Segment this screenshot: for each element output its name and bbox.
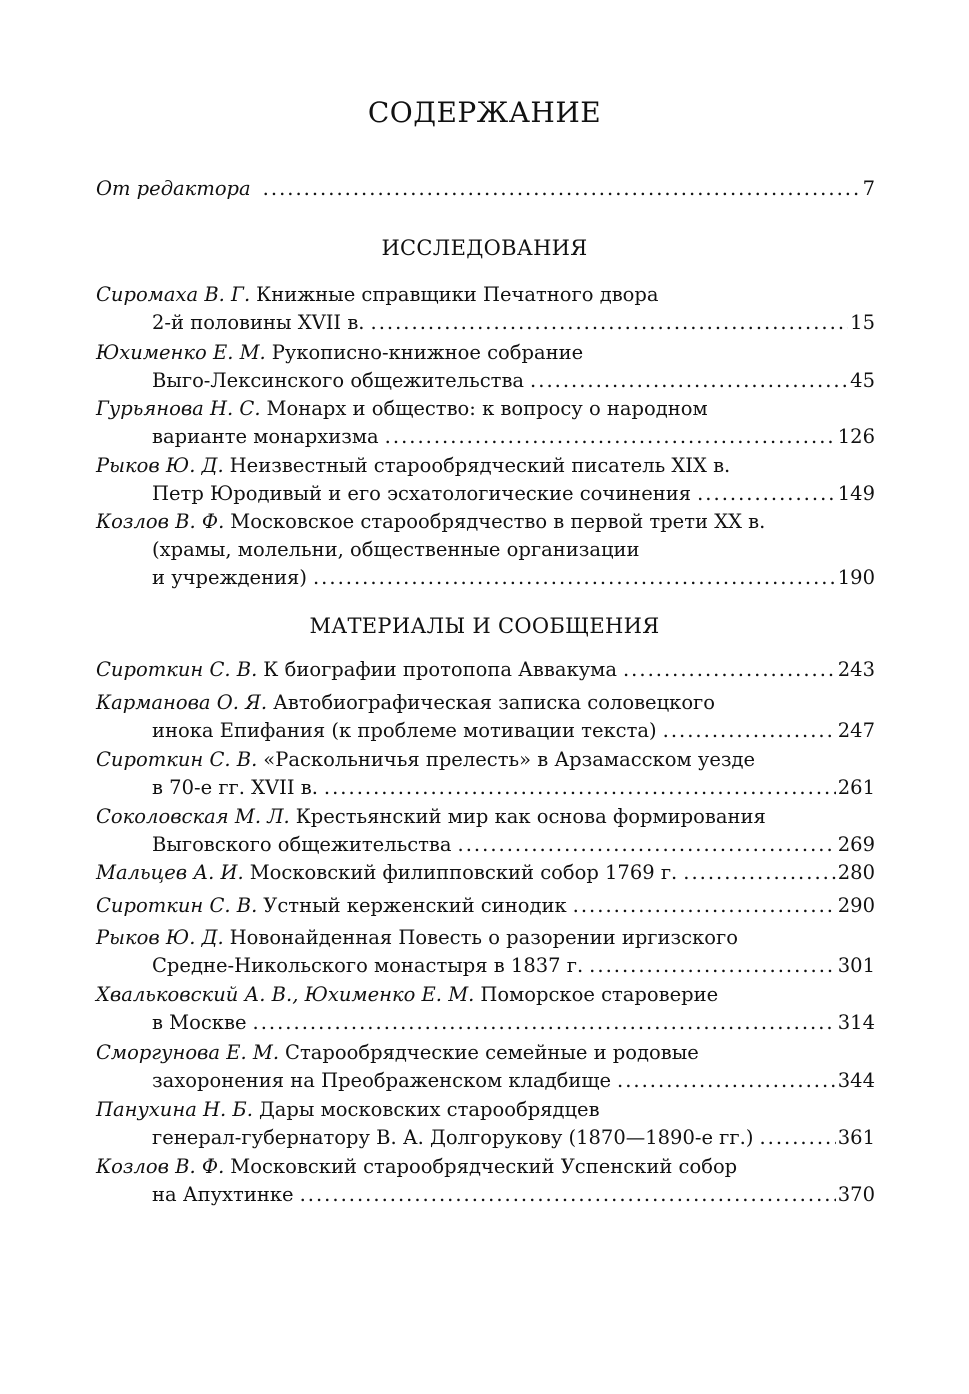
entry-author: Мальцев А. И. (96, 861, 244, 884)
entry-title: К биографии протопопа Аввакума (263, 658, 617, 681)
entry-title: генерал-губернатору В. А. Долгорукову (1870—1890-е гг.) (152, 1126, 754, 1149)
dot-leader (759, 1124, 835, 1152)
dot-leader (458, 831, 836, 859)
entry-title: Монарх и общество: к вопросу о народном (266, 397, 708, 420)
entry-author: Рыков Ю. Д. (96, 926, 224, 949)
entry-title: Старообрядческие семейные и родовые (285, 1041, 699, 1064)
toc-entry (96, 689, 875, 745)
toc-entry (96, 859, 875, 887)
dot-leader (663, 717, 836, 745)
entry-author: Козлов В. Ф. (96, 510, 225, 533)
toc-entry (96, 339, 875, 395)
entry-author: Сироткин С. В. (96, 658, 258, 681)
toc-entry (96, 892, 875, 920)
page-title: СОДЕРЖАНИЕ (367, 96, 602, 129)
entry-page: 344 (837, 1069, 875, 1092)
entry-title: и учреждения) (152, 566, 307, 589)
dot-leader (530, 367, 848, 395)
entry-title: Устный керженский синодик (263, 894, 567, 917)
entry-author: Сиромаха В. Г. (96, 283, 251, 306)
entry-author: Гурьянова Н. С. (96, 397, 261, 420)
entry-page: 190 (837, 566, 875, 589)
toc-entry (96, 452, 875, 508)
entry-title: в 70-е гг. XVII в. (152, 776, 318, 799)
entry-author: Хвальковский А. В., Юхименко Е. М. (96, 983, 475, 1006)
toc-entry-intro (96, 175, 875, 203)
entry-page: 243 (837, 658, 875, 681)
entry-page: 7 (862, 177, 875, 200)
entry-title: Выговского общежительства (152, 833, 452, 856)
entry-author: Сморгунова Е. М. (96, 1041, 280, 1064)
entry-page: 314 (837, 1011, 875, 1034)
toc-entry (96, 1096, 875, 1152)
dot-leader (253, 1009, 836, 1037)
entry-author: Юхименко Е. М. (96, 341, 266, 364)
entry-page: 247 (837, 719, 875, 742)
entry-title: (храмы, молельни, общественные организации (152, 538, 640, 561)
entry-title: 2-й половины XVII в. (152, 311, 365, 334)
entry-title: Средне-Никольского монастыря в 1837 г. (152, 954, 584, 977)
entry-author: Карманова О. Я. (96, 691, 268, 714)
entry-title: Московское старообрядчество в первой трети XX в. (230, 510, 766, 533)
entry-title: Петр Юродивый и его эсхатологические сочинения (152, 482, 692, 505)
dot-leader (263, 175, 861, 203)
toc-entry (96, 656, 875, 684)
entry-title: Новонайденная Повесть о разорении иргизского (229, 926, 738, 949)
entry-page: 370 (837, 1183, 875, 1206)
dot-leader (385, 423, 836, 451)
toc-entry (96, 803, 875, 859)
entry-page: 261 (837, 776, 875, 799)
entry-page: 149 (837, 482, 875, 505)
toc-entry (96, 981, 875, 1037)
entry-title: Выго-Лексинского общежительства (152, 369, 525, 392)
entry-title: Рукописно-книжное собрание (271, 341, 584, 364)
dot-leader (683, 859, 836, 887)
entry-title: Московский филипповский собор 1769 г. (249, 861, 678, 884)
entry-author: Сироткин С. В. (96, 748, 258, 771)
toc-entry (96, 1039, 875, 1095)
entry-title: Дары московских старообрядцев (258, 1098, 600, 1121)
entry-page: 301 (837, 954, 875, 977)
section-heading-research: ИССЛЕДОВАНИЯ (381, 236, 588, 260)
entry-author: От редактора (96, 177, 251, 200)
entry-title: Поморское староверие (480, 983, 719, 1006)
toc-entry (96, 395, 875, 451)
entry-title: варианте монархизма (152, 425, 379, 448)
entry-title: Книжные справщики Печатного двора (256, 283, 659, 306)
entry-title: Автобиографическая записка соловецкого (273, 691, 716, 714)
entry-page: 361 (837, 1126, 875, 1149)
toc-entry (96, 924, 875, 980)
entry-page: 290 (837, 894, 875, 917)
entry-page: 280 (837, 861, 875, 884)
entry-author: Сироткин С. В. (96, 894, 258, 917)
entry-title: Крестьянский мир как основа формирования (295, 805, 766, 828)
entry-title: «Раскольничья прелесть» в Арзамасском уезде (263, 748, 756, 771)
toc-entry (96, 281, 875, 337)
entry-title: на Апухтинке (152, 1183, 294, 1206)
dot-leader (371, 309, 849, 337)
dot-leader (617, 1067, 836, 1095)
entry-page: 126 (837, 425, 875, 448)
entry-title: в Москве (152, 1011, 247, 1034)
dot-leader (589, 952, 836, 980)
section-heading-materials: МАТЕРИАЛЫ И СООБЩЕНИЯ (309, 614, 660, 638)
entry-title: Московский старообрядческий Успенский собор (230, 1155, 738, 1178)
entry-title: захоронения на Преображенском кладбище (152, 1069, 611, 1092)
entry-author: Рыков Ю. Д. (96, 454, 224, 477)
dot-leader (313, 564, 836, 592)
dot-leader (573, 892, 836, 920)
dot-leader (697, 480, 836, 508)
entry-author: Соколовская М. Л. (96, 805, 290, 828)
dot-leader (300, 1181, 836, 1209)
entry-title: инока Епифания (к проблеме мотивации текста) (152, 719, 657, 742)
entry-page: 269 (837, 833, 875, 856)
entry-author: Козлов В. Ф. (96, 1155, 225, 1178)
toc-entry (96, 1153, 875, 1209)
entry-author: Панухина Н. Б. (96, 1098, 253, 1121)
dot-leader (623, 656, 836, 684)
toc-entry (96, 746, 875, 802)
dot-leader (324, 774, 836, 802)
entry-page: 15 (850, 311, 875, 334)
toc-entry (96, 508, 875, 592)
entry-title: Неизвестный старообрядческий писатель XIX в. (229, 454, 731, 477)
entry-page: 45 (850, 369, 875, 392)
